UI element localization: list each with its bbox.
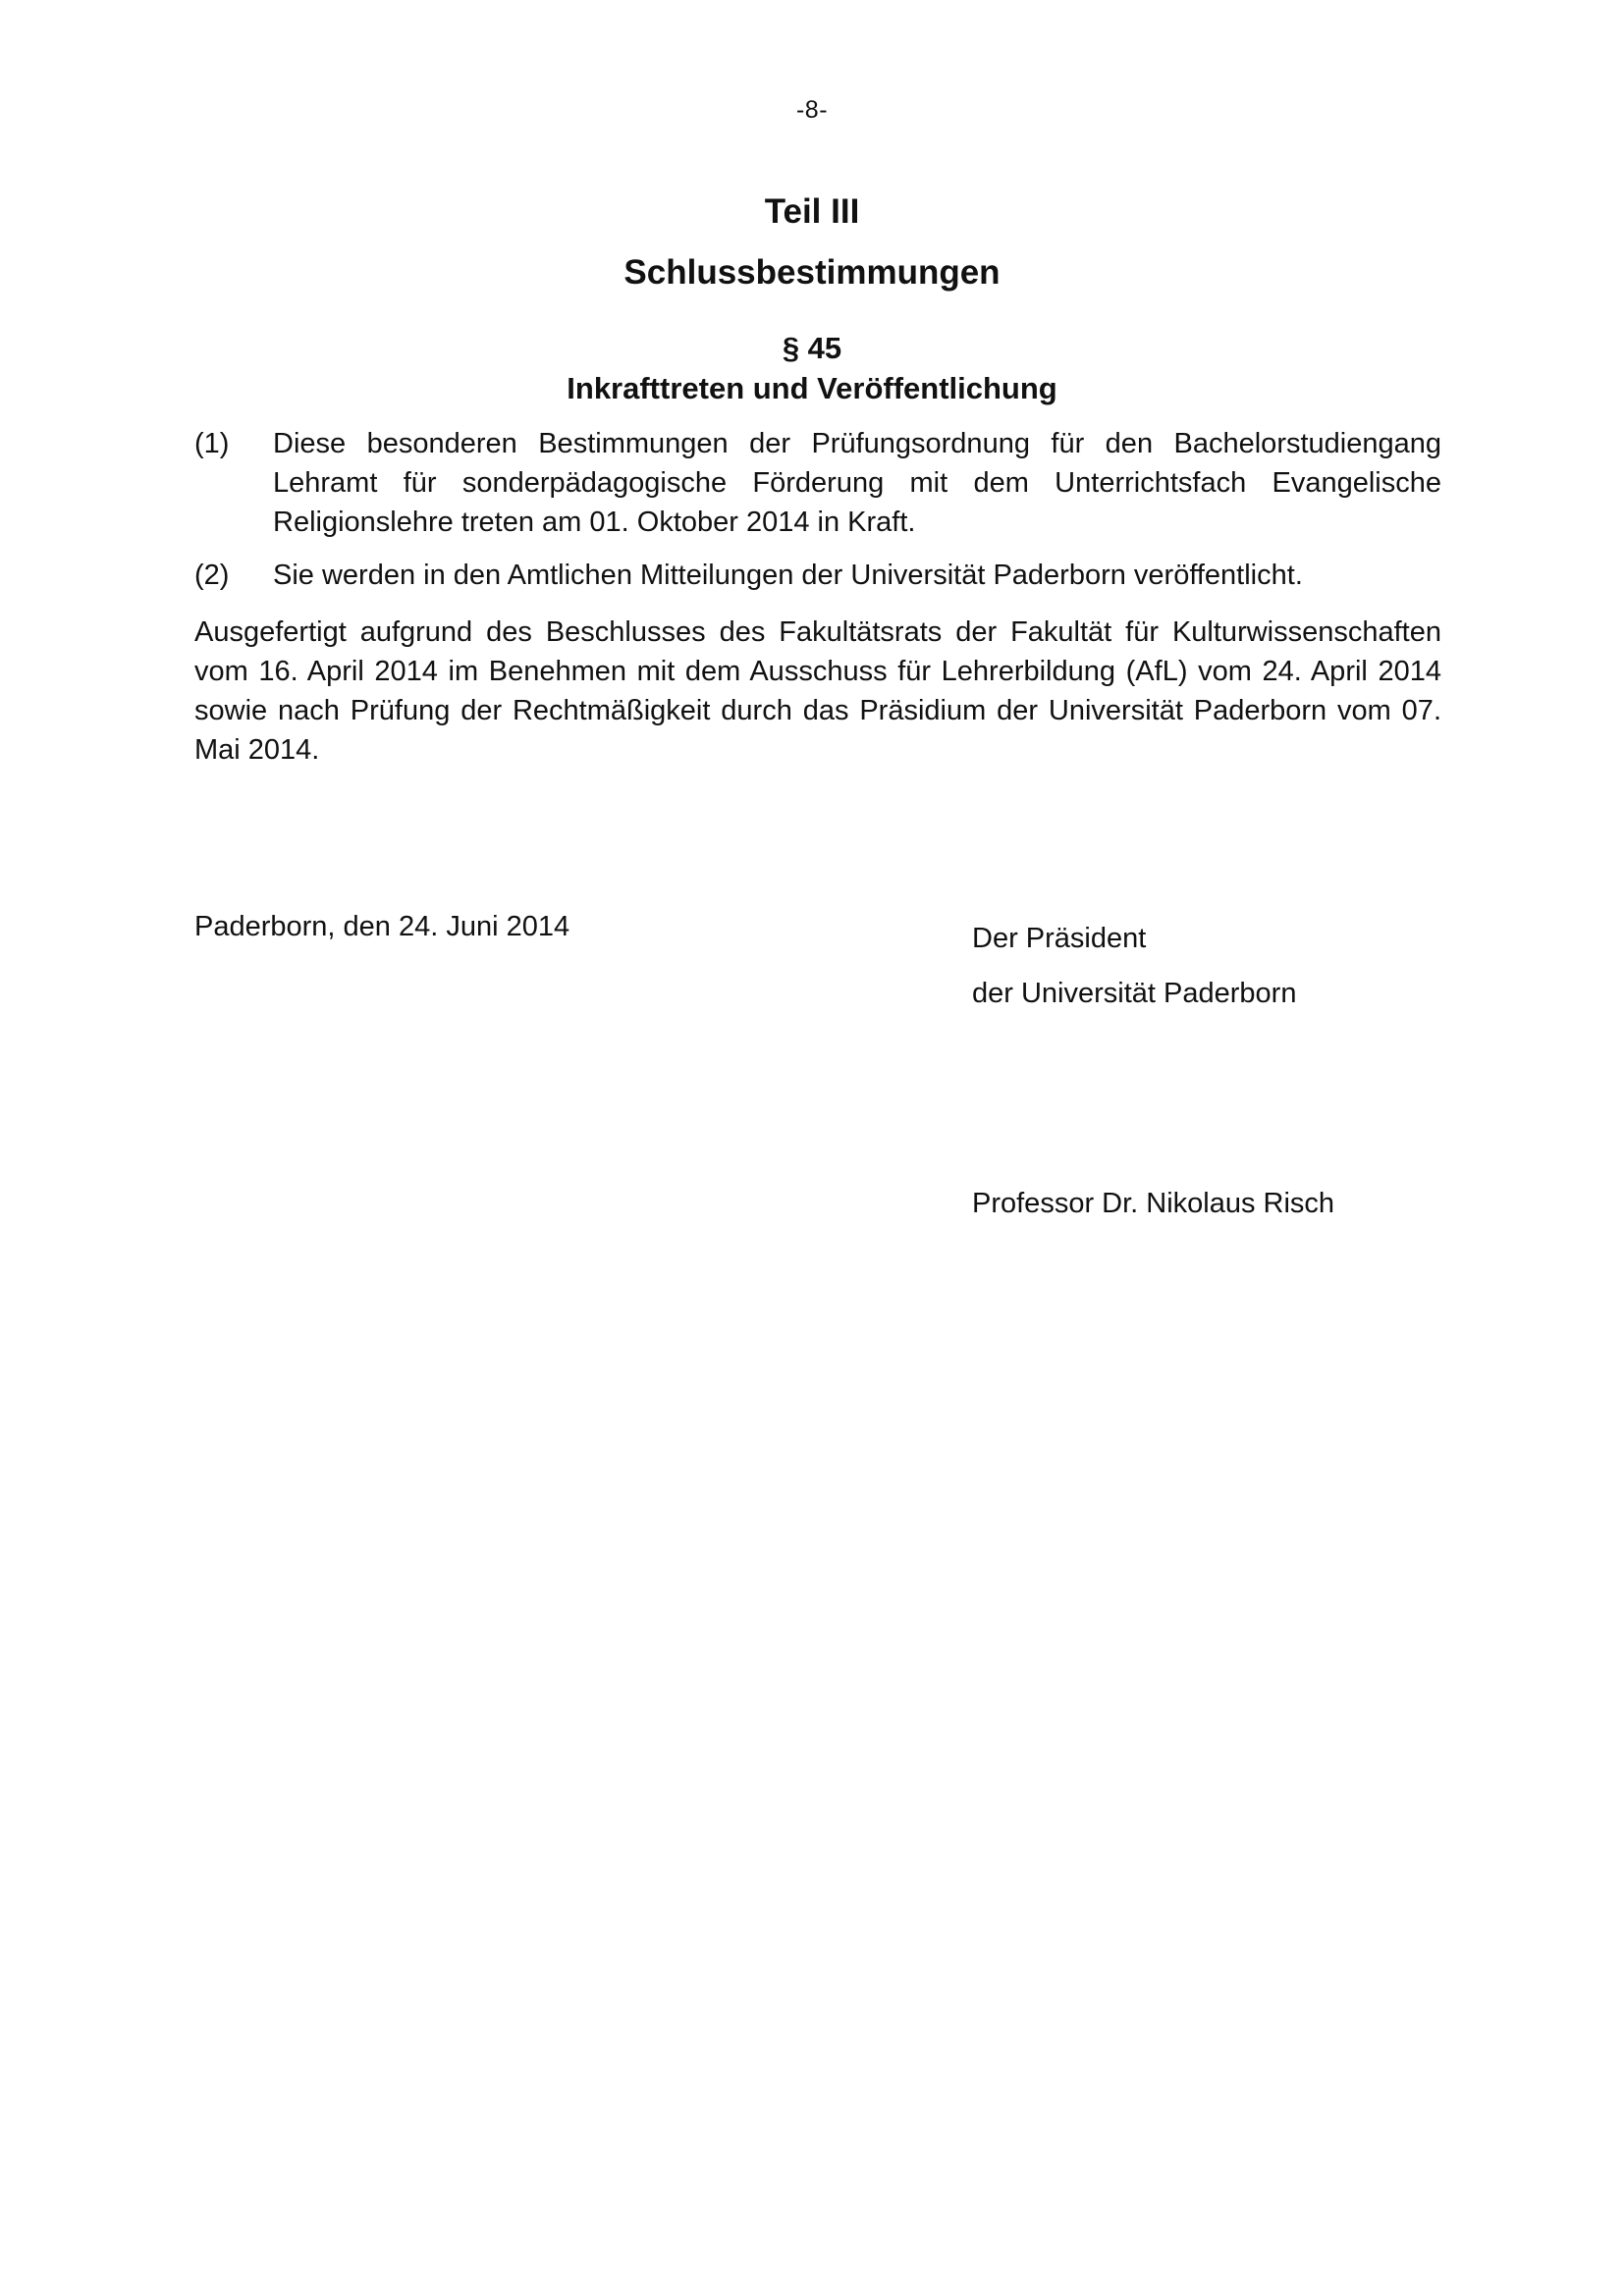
signer-title-line1: Der Präsident [972, 923, 1147, 954]
part-title: Teil III [764, 192, 860, 231]
list-item-text: Diese besonderen Bestimmungen der Prüfungsordnung für den Bachelorstudiengang Lehramt für sonderpädagogische Förderung mit dem Unterrichtsfach Evangelische Religionslehre treten am 01. Oktober 2014 in Kraft. [273, 428, 1441, 538]
page-number: -8- [795, 96, 829, 124]
signer-title-line2: der Universität Paderborn [972, 978, 1297, 1009]
provision-list [194, 424, 1441, 609]
paragraph-title: Inkrafttreten und Veröffentlichung [567, 371, 1057, 405]
paragraph-number: § 45 [782, 331, 842, 365]
place-and-date: Paderborn, den 24. Juni 2014 [194, 911, 570, 942]
list-item-number: (2) [194, 560, 230, 591]
list-item-text: Sie werden in den Amtlichen Mitteilungen der Universität Paderborn veröffentlicht. [273, 560, 1303, 591]
signer-title [972, 911, 1296, 1021]
section-title: Schlussbestimmungen [623, 253, 1001, 292]
list-item-number: (1) [194, 428, 230, 459]
signer-name: Professor Dr. Nikolaus Risch [972, 1188, 1335, 1219]
closing-statement: Ausgefertigt aufgrund des Beschlusses des Fakultätsrats der Fakultät für Kulturwissenschaften vom 16. April 2014 im Benehmen mit dem Ausschuss für Lehrerbildung (AfL) vom 24. April 2014 sowie nach Prüfung der Rechtmäßigkeit durch das Präsidium der Universität Paderborn vom 07. Mai 2014. [194, 616, 1441, 766]
list-item [194, 424, 1441, 542]
list-item [194, 556, 1441, 595]
